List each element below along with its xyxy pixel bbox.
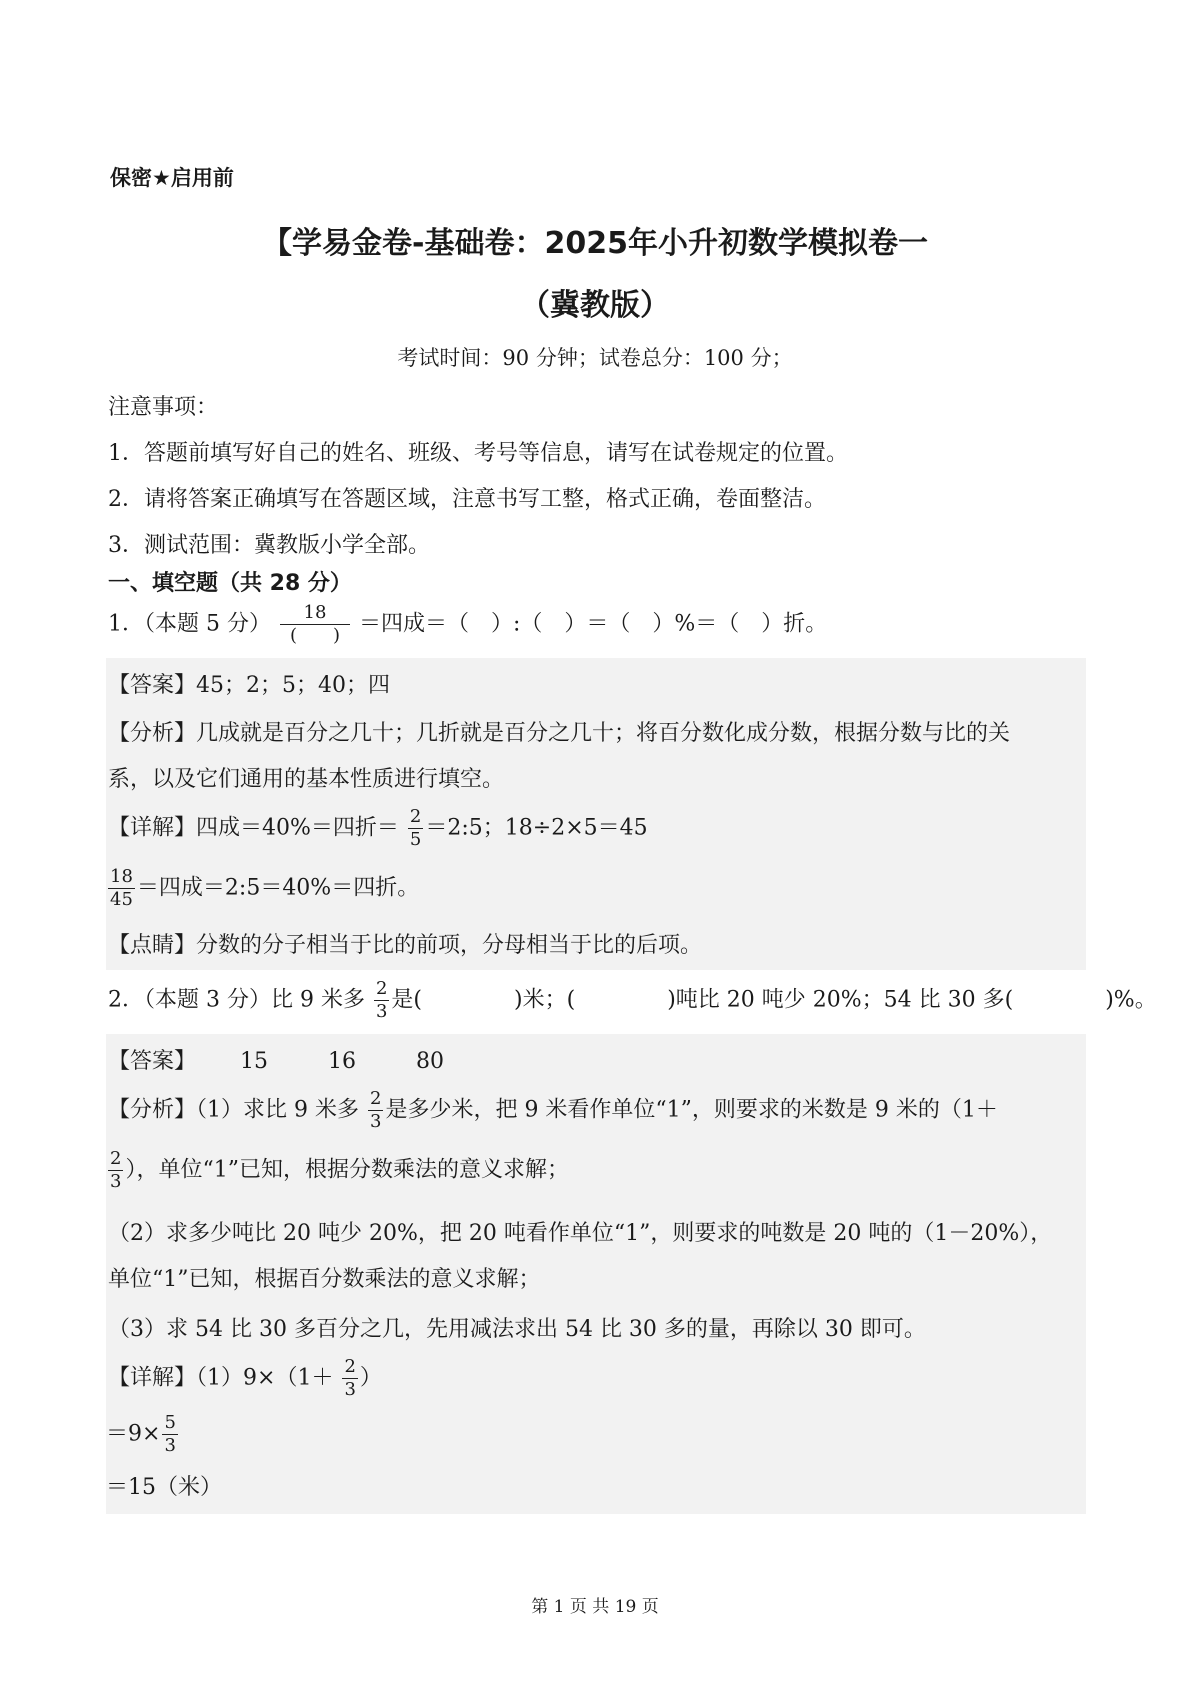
q2-analysis-line-2	[106, 1150, 569, 1191]
q2-answer-2: 16	[328, 1049, 357, 1074]
q2-fraction	[374, 980, 389, 1021]
q2-detail-1-fraction	[342, 1358, 357, 1399]
q1-line2-fraction	[108, 868, 135, 909]
q1-analysis-line-2: 系，以及它们通用的基本性质进行填空。	[108, 767, 505, 792]
q2-detail-line-2	[106, 1414, 180, 1455]
q2-detail-text-1a: （1）9×（1＋	[196, 1365, 334, 1391]
q2-analysis-line-5: （3）求 54 比 30 多百分之几，先用减法求出 54 比 30 多的量，再除以 30 即可。	[108, 1317, 926, 1342]
q2-detail-2-frac-denominator: 3	[164, 1435, 176, 1456]
q1-frac-denominator: ( )	[289, 625, 340, 646]
q1-detail-frac-numerator: 2	[409, 806, 422, 827]
q1-detail-frac-denominator: 5	[409, 829, 422, 850]
q2-detail-text-2a: ＝9×	[106, 1421, 161, 1447]
q2-detail-line-1	[108, 1358, 382, 1399]
question-1	[108, 604, 827, 645]
q1-analysis-label: 【分析】	[108, 721, 197, 746]
q1-prefix: 1．（本题 5 分）	[108, 611, 271, 637]
q1-tip-text: 分数的分子相当于比的前项，分母相当于比的后项。	[196, 933, 703, 958]
notes-heading: 注意事项：	[108, 395, 219, 420]
q1-detail-label: 【详解】	[108, 815, 197, 841]
confidential-label: 保密★启用前	[110, 166, 234, 190]
q2-analysis-text-c: ），单位“1”已知，根据分数乘法的意义求解；	[125, 1157, 569, 1183]
q2-analysis-frac-denominator: 3	[370, 1111, 382, 1132]
q2-analysis-line-3: （2）求多少吨比 20 吨少 20%，把 20 吨看作单位“1”，则要求的吨数是 20 吨的（1－20%），	[108, 1221, 1053, 1246]
q1-analysis-line-1	[108, 716, 1010, 747]
q1-detail-text-b: ＝2:5；18÷2×5＝45	[425, 815, 648, 841]
q2-part-a: 是(	[391, 987, 423, 1013]
exam-info: 考试时间：90 分钟；试卷总分：100 分；	[397, 346, 793, 370]
q2-detail-line-3: ＝15（米）	[106, 1475, 222, 1500]
q2-analysis-line-1	[108, 1090, 998, 1131]
q2-detail-1-frac-denominator: 3	[344, 1379, 356, 1400]
q1-answer	[108, 668, 390, 699]
note-item-3: 3．测试范围：冀教版小学全部。	[108, 533, 430, 558]
q2-prefix: 2．（本题 3 分）比 9 米多	[108, 987, 365, 1013]
q1-tip-label: 【点睛】	[108, 933, 197, 958]
q1-answer-value: 45；2；5；40；四	[196, 673, 390, 698]
q1-detail-fraction	[408, 808, 423, 849]
page-title: 【学易金卷-基础卷：2025年小升初数学模拟卷一	[262, 226, 928, 261]
q1-detail-text-a: 四成＝40%＝四折＝	[196, 815, 399, 841]
q1-frac-numerator: 18	[280, 604, 350, 625]
note-item-2: 2．请将答案正确填写在答题区域，注意书写工整，格式正确，卷面整洁。	[108, 487, 826, 512]
q2-analysis-c-frac-denominator: 3	[110, 1171, 122, 1192]
q2-answer-label: 【答案】	[108, 1049, 197, 1074]
q2-analysis-c-fraction	[108, 1150, 123, 1191]
section-heading: 一、填空题（共 28 分）	[108, 571, 352, 596]
q2-detail-2-frac-numerator: 5	[164, 1412, 176, 1433]
q2-frac-numerator: 2	[375, 978, 388, 999]
note-item-1: 1．答题前填写好自己的姓名、班级、考号等信息，请写在试卷规定的位置。	[108, 441, 848, 466]
q1-tip	[108, 928, 702, 959]
q2-detail-label: 【详解】	[108, 1365, 197, 1391]
page-subtitle: （冀教版）	[520, 288, 670, 323]
q2-answer-3: 80	[416, 1049, 445, 1074]
q2-analysis-label: 【分析】	[108, 1097, 197, 1123]
q2-detail-2-fraction	[162, 1414, 177, 1455]
q2-analysis-fraction	[368, 1090, 383, 1131]
question-2	[108, 980, 1157, 1021]
q2-part-c: )吨比 20 吨少 20%；54 比 30 多(	[667, 987, 1014, 1013]
q2-detail-1-frac-numerator: 2	[344, 1356, 356, 1377]
q2-answer-1: 15	[240, 1049, 269, 1074]
q1-fraction	[280, 604, 350, 645]
page-footer: 第 1 页 共 19 页	[531, 1597, 659, 1617]
q2-analysis-text-b: 是多少米，把 9 米看作单位“1”，则要求的米数是 9 米的（1＋	[385, 1097, 998, 1123]
q2-analysis-line-4: 单位“1”已知，根据百分数乘法的意义求解；	[108, 1267, 541, 1292]
q2-analysis-text-a: （1）求比 9 米多	[196, 1097, 359, 1123]
q1-line2-frac-denominator: 45	[110, 889, 133, 910]
q2-part-b: )米；(	[514, 987, 576, 1013]
q1-detail	[108, 808, 648, 849]
q2-answer	[108, 1044, 444, 1075]
q2-detail-text-1b: ）	[359, 1365, 382, 1391]
q1-answer-label: 【答案】	[108, 673, 197, 698]
q1-line2-text: ＝四成＝2:5＝40%＝四折。	[136, 875, 420, 901]
q2-frac-denominator: 3	[375, 1001, 388, 1022]
q1-detail-line-2	[106, 868, 419, 909]
q2-analysis-c-frac-numerator: 2	[110, 1148, 122, 1169]
q1-suffix: ＝四成＝（ ）:（ ）＝（ ）%＝（ ）折。	[358, 611, 828, 637]
q2-analysis-frac-numerator: 2	[370, 1088, 382, 1109]
q2-part-d: )%。	[1105, 987, 1157, 1013]
q1-analysis-text-1: 几成就是百分之几十；几折就是百分之几十；将百分数化成分数，根据分数与比的关	[196, 721, 1011, 746]
q1-line2-frac-numerator: 18	[110, 866, 133, 887]
